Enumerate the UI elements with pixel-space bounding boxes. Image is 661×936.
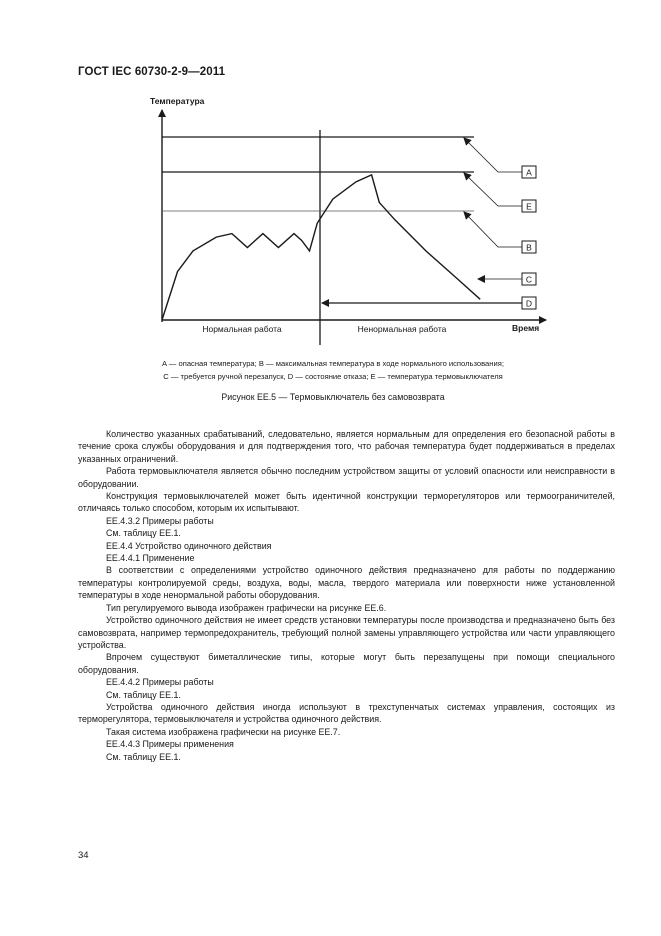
page-number: 34 [78,850,89,861]
region-label-normal: Нормальная работа [202,324,282,334]
section-heading: См. таблицу ЕЕ.1. [106,751,181,762]
svg-text:A: A [526,167,532,178]
body-text [78,428,615,763]
document-header-title: ГОСТ IEC 60730-2-9—2011 [78,66,226,78]
section-heading: ЕЕ.4.4 Устройство одиночного действия [106,540,272,551]
section-heading: ЕЕ.4.4.3 Примеры применения [106,739,234,750]
marker-box-a [522,166,536,178]
thermal-cutout-figure [0,0,661,390]
paragraph: Тип регулируемого вывода изображен графически на рисунке ЕЕ.6. [106,602,387,613]
svg-text:E: E [526,201,532,212]
svg-text:C: C [525,274,533,285]
paragraph: В соответствии с определениями устройство одиночного действия предназначено для работы по поддержанию температуры контролируемой среды, воздуха, воды, масла, твердого материала или поверхности ниже установленной температуры в ходе ненормальной работы оборудования. [78,565,615,601]
x-axis-label: Время [512,323,540,333]
marker-box-e [522,200,536,212]
figure-caption: Рисунок ЕЕ.5 — Термовыключатель без самовозврата [221,392,445,402]
marker-box-b [522,241,536,253]
paragraph: Работа термовыключателя является обычно последним устройством защиты от условий опасности или неисправности в оборудовании. [78,466,615,489]
figure-legend-line-2: C — требуется ручной перезапуск, D — состояние отказа; E — температура термовыключателя [163,372,503,381]
section-heading: ЕЕ.4.4.1 Применение [106,553,195,564]
section-heading: ЕЕ.4.3.2 Примеры работы [106,515,214,526]
paragraph: Конструкция термовыключателей может быть идентичной конструкции терморегуляторов или термоограничителей, отличаясь только способом, которым их испытывают. [78,491,615,514]
paragraph: Впрочем существуют биметаллические типы, которые могут быть перезапущены при помощи специального оборудования. [78,652,615,675]
section-heading: См. таблицу ЕЕ.1. [106,689,181,700]
paragraph: Такая система изображена графически на рисунке ЕЕ.7. [106,726,341,737]
y-axis-label: Температура [150,96,205,106]
leader-line-b [464,212,522,247]
figure-legend-line-1: A — опасная температура; B — максимальная температура в ходе нормального использования; [162,359,504,368]
section-heading: См. таблицу ЕЕ.1. [106,528,181,539]
marker-box-d [522,297,536,309]
marker-box-c [522,273,536,285]
paragraph: Устройство одиночного действия не имеет средств установки температуры после производства и предназначено быть без самовозврата, например термопредохранитель, требующий полной замены управляющего устройства или части управляющего устройства. [78,615,615,650]
svg-text:B: B [526,242,532,253]
leader-line-e [464,173,522,206]
paragraph: Количество указанных срабатываний, следовательно, является нормальным для определения его безопасной работы в течение срока службы оборудования и для подтверждения того, что рабочая температура будет поддерживаться в пределах указанных ограничений. [78,429,615,464]
region-label-abnormal: Ненормальная работа [357,324,447,334]
svg-text:D: D [525,298,533,309]
temperature-curve [162,175,480,320]
paragraph: Устройства одиночного действия иногда используют в трехступенчатых системах управления, состоящих из терморегулятора, термовыключателя и устройства одиночного действия. [78,701,615,725]
section-heading: ЕЕ.4.4.2 Примеры работы [106,677,214,688]
leader-line-a [464,138,522,172]
